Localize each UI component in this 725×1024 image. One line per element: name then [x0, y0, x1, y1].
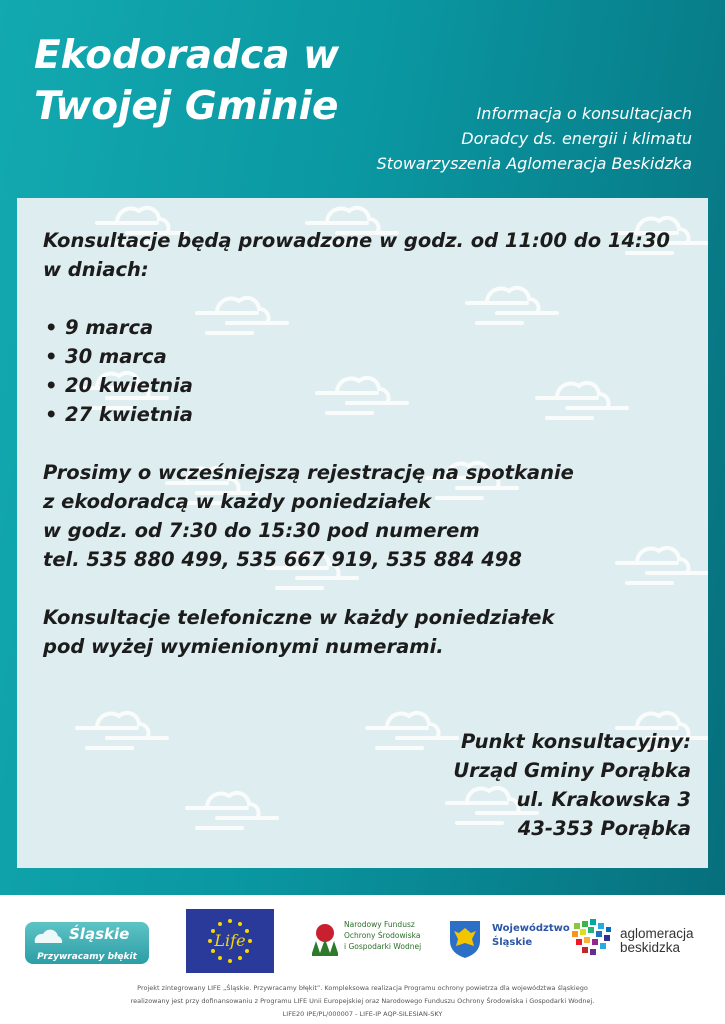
address-line: ul. Krakowska 3	[516, 788, 691, 811]
phone-consult-text: pod wyżej wymienionymi numerami.	[43, 635, 444, 658]
subtitle-line: Informacja o konsultacjach	[476, 104, 692, 123]
date-item: • 9 marca	[43, 313, 693, 342]
eagle-shield-icon	[447, 919, 483, 959]
info-panel	[17, 198, 708, 868]
hours-text: Konsultacje będą prowadzone w godz. od 11:00 do 14:30	[43, 229, 670, 252]
date-item: • 30 marca	[43, 342, 693, 371]
project-footnote: Projekt zintegrowany LIFE „Śląskie. Przywracamy błękit”. Kompleksowa realizacja Programu ochrony powietrza dla województwa śląskiego realizowany jest przy dofinansowaniu z Programu LIFE Unii Europejskiej oraz Narodowego Funduszu Ochrony Środowiska i Gospodarki Wodnej. LIFE20 IPE/PL/000007 - LIFE-IP AQP-SILESIAN-SKY	[130, 984, 595, 1018]
address-line: Punkt konsultacyjny:	[461, 730, 691, 753]
subtitle-line: Doradcy ds. energii i klimatu	[461, 129, 692, 148]
dates-list	[43, 313, 693, 429]
nfosigw-logo: Narodowy Fundusz Ochrony Środowiska i Gospodarki Wodnej	[308, 919, 428, 963]
poster-title: Ekodoradca w Twojej Gminie	[34, 33, 340, 129]
eu-life-logo: Life	[186, 909, 274, 973]
phone-numbers: tel. 535 880 499, 535 667 919, 535 884 498	[43, 548, 522, 571]
registration-text: w godz. od 7:30 do 15:30 pod numerem	[43, 519, 480, 542]
address-line: 43-353 Porąbka	[517, 817, 691, 840]
nfosigw-emblem-icon	[308, 919, 342, 959]
slaskie-logo: Śląskie Przywracamy błękit	[25, 922, 149, 964]
phone-consult-text: Konsultacje telefoniczne w każdy poniedziałek	[43, 606, 555, 629]
poster-subtitle	[377, 101, 692, 176]
footer	[0, 895, 725, 1024]
subtitle-line: Stowarzyszenia Aglomeracja Beskidzka	[376, 154, 692, 173]
consultation-address	[453, 727, 691, 843]
mosaic-icon	[570, 917, 616, 963]
hours-text: w dniach:	[43, 258, 149, 281]
address-line: Urząd Gminy Porąbka	[453, 759, 691, 782]
consultation-details	[43, 226, 693, 661]
registration-text: z ekodoradcą w każdy poniedziałek	[43, 490, 432, 513]
registration-text: Prosimy o wcześniejszą rejestrację na spotkanie	[43, 461, 574, 484]
date-item: • 20 kwietnia	[43, 371, 693, 400]
wojewodztwo-logo: Województwo Śląskie	[447, 919, 559, 963]
cloud-icon	[29, 925, 69, 949]
date-item: • 27 kwietnia	[43, 400, 693, 429]
aglomeracja-logo: aglomeracja beskidzka	[570, 915, 700, 965]
